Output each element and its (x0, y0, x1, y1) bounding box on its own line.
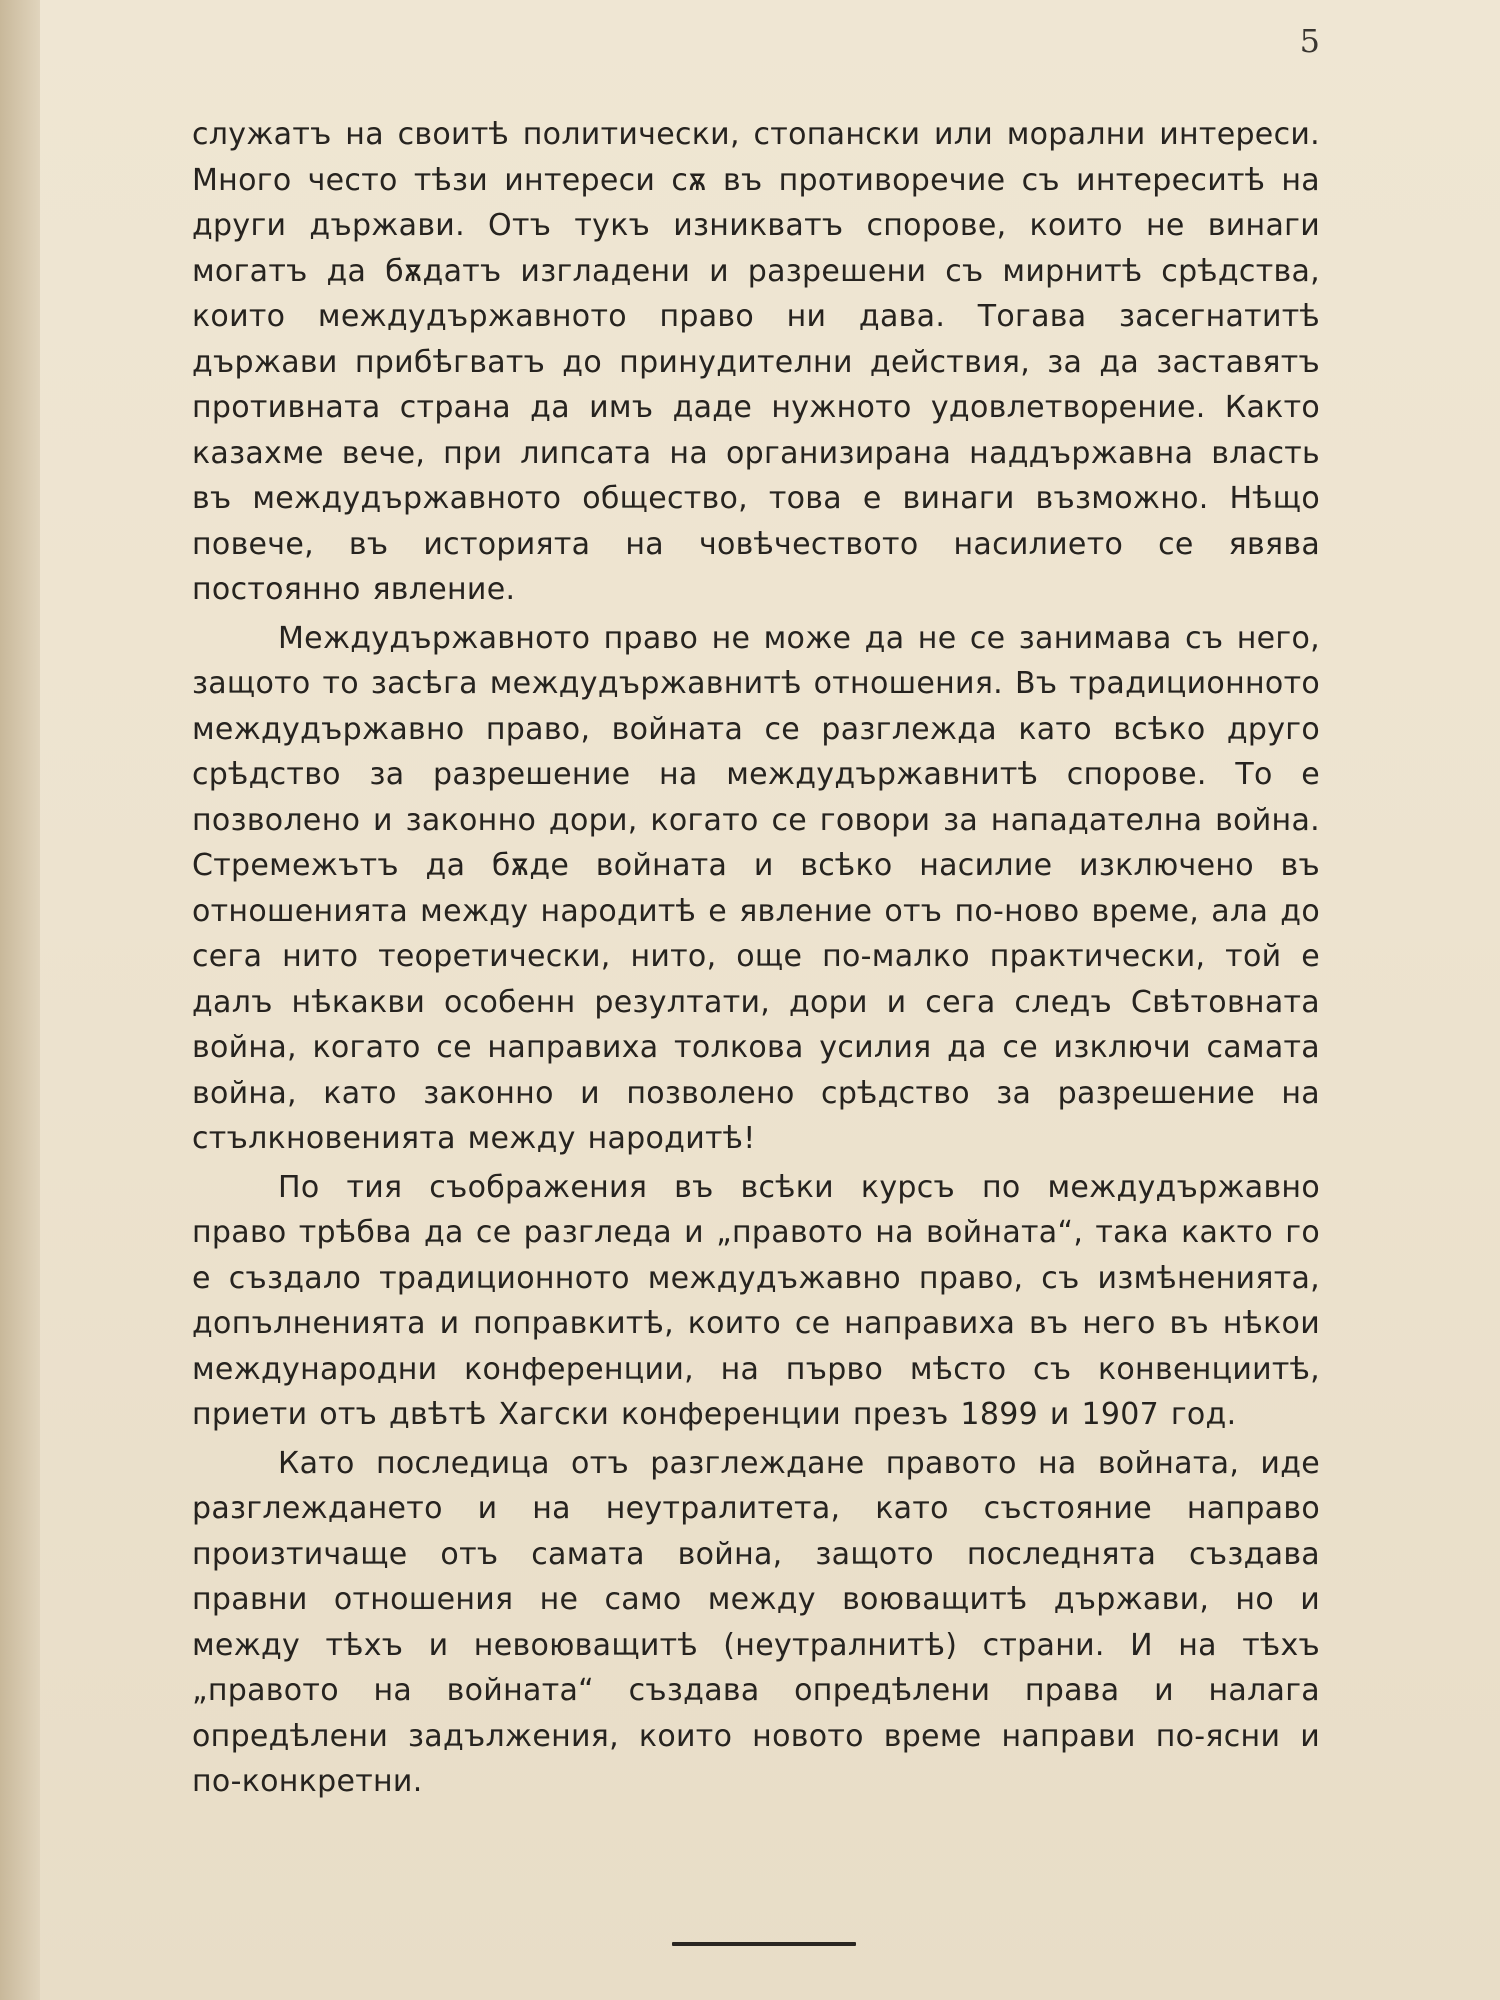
paragraph-4: Като последица отъ разглеждане правото на войната, иде разглеждането и на неутралитета, като състояние направо произтичаще отъ самата война, защото последнята създава правни отношения не само между воюващитѣ държави, но и между тѣхъ и невоюващитѣ (неутралнитѣ) страни. И на тѣхъ „правото на войната“ създава опредѣлени права и налага опредѣлени задължения, които новото време направи по-ясни и по-конкретни. (192, 1445, 1320, 1799)
section-end-rule (672, 1942, 856, 1946)
paragraph-2: Междудържавното право не може да не се занимава съ него, защото то засѣга междудържавнитѣ отношения. Въ традиционното междудържавно право, войната се разглежда като всѣко друго срѣдство за разрешение на междудържавнитѣ спорове. То е позволено и законно дори, когато се говори за нападателна война. Стремежътъ да бѫде войната и всѣко насилие изключено въ отношенията между народитѣ е явление отъ по-ново време, ала до сега нито теоретически, нито, още по-малко практически, той е далъ нѣкакви особенн резултати, дори и сега следъ Свѣтовната война, когато се направиха толкова усилия да се изключи самата война, като законно и позволено срѣдство за разрешение на стълкновенията между народитѣ! (192, 620, 1320, 1156)
body-text (192, 112, 1320, 1805)
paragraph-3: По тия съображения въ всѣки курсъ по междудържавно право трѣбва да се разгледа и „правото на войната“, така както го е създало традиционното междудъжавно право, съ измѣненията, допълненията и поправкитѣ, които се направиха въ него въ нѣкои международни конференции, на първо мѣсто съ конвенциитѣ, приети отъ двѣтѣ Хагски конференции презъ 1899 и 1907 год. (192, 1169, 1320, 1432)
page-number: 5 (1299, 22, 1320, 60)
paragraph-1: служатъ на своитѣ политически, стопански или морални интереси. Много често тѣзи интереси сѫ въ противоречие съ интереситѣ на други държави. Отъ тукъ изникватъ спорове, които не винаги могатъ да бѫдатъ изгладени и разрешени съ мирнитѣ срѣдства, които междудържавното право ни дава. Тогава засегнатитѣ държави прибѣгватъ до принудителни действия, за да заставятъ противната страна да имъ даде нужното удовлетворение. Както казахме вече, при липсата на организирана наддържавна власть въ междудържавното общество, това е винаги възможно. Нѣщо повече, въ историята на човѣчеството насилието се явява постоянно явление. (192, 117, 1320, 607)
